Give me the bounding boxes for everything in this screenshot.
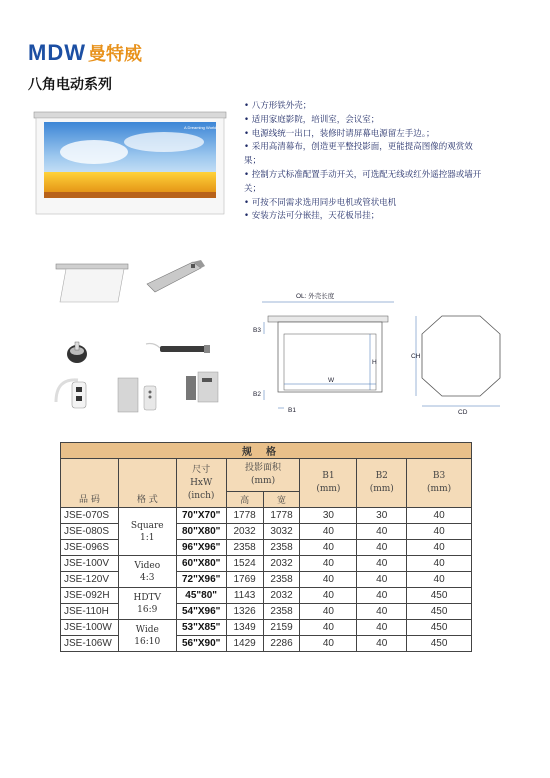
model-cell: JSE-100V <box>61 556 119 572</box>
area-w-header: 宽 <box>263 492 300 508</box>
b3-header: B3 (mm) <box>407 459 472 508</box>
area-header: 投影面积 (mm) <box>226 459 300 492</box>
b1-cell: 40 <box>300 636 357 652</box>
b1-cell: 40 <box>300 556 357 572</box>
width-cell: 2286 <box>263 636 300 652</box>
series-title: 八角电动系列 <box>28 77 112 93</box>
format-header: 格 式 <box>118 459 176 508</box>
size-cell: 80"X80" <box>176 524 226 540</box>
table-row <box>61 508 472 524</box>
b1-cell: 40 <box>300 604 357 620</box>
size-cell: 60"X80" <box>176 556 226 572</box>
size-cell: 54"X96" <box>176 604 226 620</box>
spec-table <box>60 442 472 652</box>
width-cell: 2358 <box>263 572 300 588</box>
width-cell: 2032 <box>263 556 300 572</box>
b3-cell: 40 <box>407 524 472 540</box>
cd-label: CD <box>458 409 468 416</box>
b2-cell: 40 <box>357 620 407 636</box>
height-cell: 1778 <box>226 508 263 524</box>
b3-cell: 40 <box>407 540 472 556</box>
feature-item: • 可按不同需求选用同步电机或管状电机 <box>244 197 397 208</box>
width-cell: 2358 <box>263 540 300 556</box>
feature-item: • 适用家庭影院，培训室，会议室； <box>244 114 380 125</box>
b1-cell: 40 <box>300 572 357 588</box>
size-cell: 72"X96" <box>176 572 226 588</box>
table-row <box>61 620 472 636</box>
logo-chinese: 曼特威 <box>87 44 142 65</box>
model-cell: JSE-106W <box>61 636 119 652</box>
b2-cell: 40 <box>357 588 407 604</box>
feature-item: • 采用高清幕布，创造更平整投影面，更能提高图像的观赏效果； <box>244 142 473 167</box>
b2-cell: 30 <box>357 508 407 524</box>
casing-section-diagram <box>412 308 512 416</box>
height-cell: 1769 <box>226 572 263 588</box>
b3-cell: 450 <box>407 604 472 620</box>
b3-cell: 450 <box>407 620 472 636</box>
width-cell: 2358 <box>263 604 300 620</box>
b2-cell: 40 <box>357 636 407 652</box>
wall-switch-photo <box>52 372 96 416</box>
b1-label: B1 <box>288 407 296 414</box>
b3-cell: 450 <box>407 636 472 652</box>
width-cell: 2032 <box>263 588 300 604</box>
width-cell: 1778 <box>263 508 300 524</box>
model-cell: JSE-092H <box>61 588 119 604</box>
logo-latin: MDW <box>28 40 86 65</box>
b2-label: B2 <box>253 391 261 398</box>
screen-pulldown-photo <box>52 258 132 304</box>
height-cell: 2032 <box>226 524 263 540</box>
size-cell: 53"X85" <box>176 620 226 636</box>
height-cell: 1524 <box>226 556 263 572</box>
front-dimension-diagram <box>244 288 404 420</box>
ch-label: CH <box>411 353 421 360</box>
b2-cell: 40 <box>357 540 407 556</box>
b3-cell: 450 <box>407 588 472 604</box>
size-cell: 96"X96" <box>176 540 226 556</box>
format-cell: Video 4:3 <box>118 556 176 588</box>
table-title-row <box>61 443 472 459</box>
model-cell: JSE-096S <box>61 540 119 556</box>
feature-list <box>244 100 484 224</box>
table-header-row <box>61 459 472 492</box>
feature-item: • 八方形铁外壳； <box>244 101 312 111</box>
model-cell: JSE-120V <box>61 572 119 588</box>
projection-screen-photo <box>34 112 226 216</box>
b2-cell: 40 <box>357 524 407 540</box>
width-cell: 3032 <box>263 524 300 540</box>
b2-cell: 40 <box>357 604 407 620</box>
format-cell: HDTV 16:9 <box>118 588 176 620</box>
feature-item: • 控制方式标准配置手动开关，可选配无线或红外遥控器或墙开关； <box>244 169 482 194</box>
feature-item: • 安装方法可分嵌挂，天花板吊挂； <box>244 211 380 222</box>
w-label: W <box>328 377 335 384</box>
b1-cell: 40 <box>300 588 357 604</box>
height-cell: 1326 <box>226 604 263 620</box>
b3-cell: 40 <box>407 508 472 524</box>
b3-cell: 40 <box>407 556 472 572</box>
height-cell: 1143 <box>226 588 263 604</box>
model-cell: JSE-110H <box>61 604 119 620</box>
b1-cell: 40 <box>300 524 357 540</box>
size-header: 尺寸 HxW (inch) <box>176 459 226 508</box>
height-cell: 1349 <box>226 620 263 636</box>
casing-end-photo <box>143 254 207 296</box>
area-h-header: 高 <box>226 492 263 508</box>
size-cell: 56"X90" <box>176 636 226 652</box>
b3-cell: 40 <box>407 572 472 588</box>
table-row <box>61 556 472 572</box>
format-cell: Wide 16:10 <box>118 620 176 652</box>
receiver-photo <box>184 370 226 404</box>
table-title: 规格 <box>61 443 472 459</box>
h-label: H <box>372 359 377 366</box>
remote-controls-photo <box>116 374 164 414</box>
table-row <box>61 588 472 604</box>
screen-caption: A Dreaming World <box>184 125 217 130</box>
width-cell: 2159 <box>263 620 300 636</box>
b2-cell: 40 <box>357 572 407 588</box>
b1-cell: 40 <box>300 540 357 556</box>
model-header: 品 码 <box>61 459 119 508</box>
b2-cell: 40 <box>357 556 407 572</box>
b1-cell: 30 <box>300 508 357 524</box>
brand-logo <box>28 40 142 66</box>
feature-item: • 电源线统一出口，装修时请屏幕电源留左手边。； <box>244 128 435 139</box>
height-cell: 2358 <box>226 540 263 556</box>
model-cell: JSE-080S <box>61 524 119 540</box>
tubular-motor-photo <box>144 340 214 358</box>
b1-header: B1 (mm) <box>300 459 357 508</box>
b3-label: B3 <box>253 327 261 334</box>
model-cell: JSE-070S <box>61 508 119 524</box>
height-cell: 1429 <box>226 636 263 652</box>
size-cell: 45"80" <box>176 588 226 604</box>
b2-header: B2 (mm) <box>357 459 407 508</box>
b1-cell: 40 <box>300 620 357 636</box>
format-cell: Square 1:1 <box>118 508 176 556</box>
motor-photo <box>64 340 90 368</box>
size-cell: 70"X70" <box>176 508 226 524</box>
outer-length-label: OL: 外壳长度 <box>296 293 335 300</box>
model-cell: JSE-100W <box>61 620 119 636</box>
